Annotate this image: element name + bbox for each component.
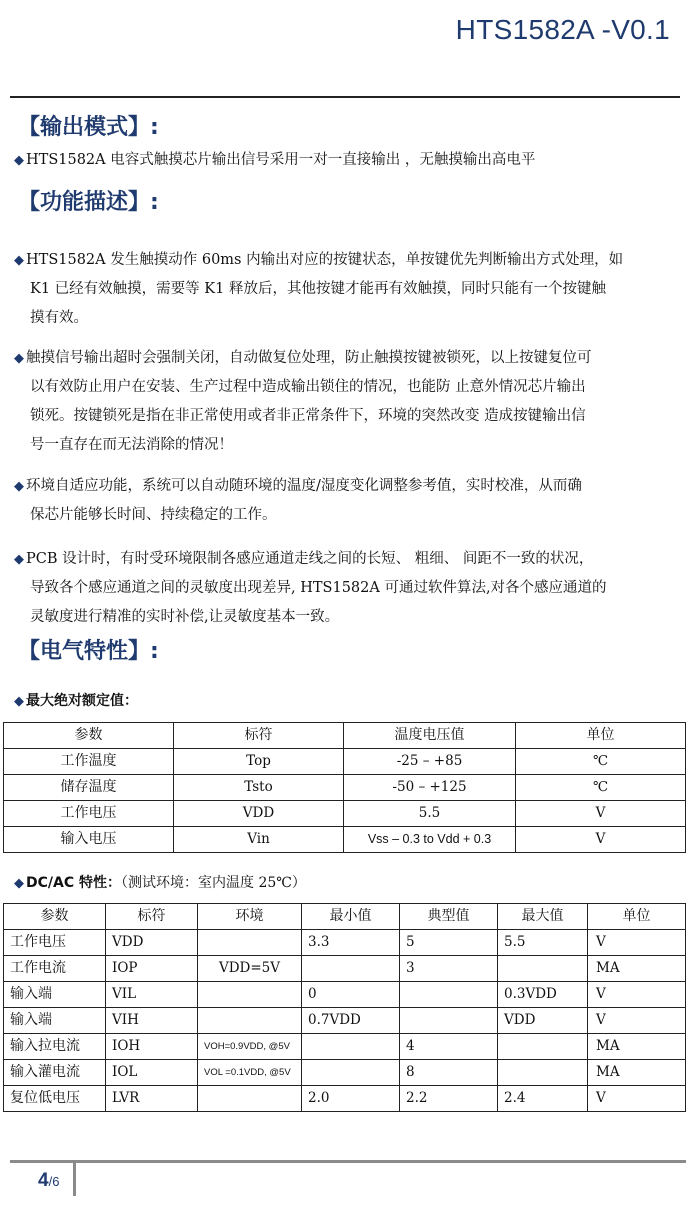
table-cell: LVR xyxy=(106,1086,198,1112)
column-header: 最大值 xyxy=(498,904,588,930)
table-cell: 输入电压 xyxy=(4,827,174,853)
table-cell: 2.2 xyxy=(400,1086,498,1112)
column-header: 参数 xyxy=(4,723,174,749)
table-cell: VIH xyxy=(106,1008,198,1034)
dcac-heading xyxy=(14,872,306,892)
dcac-table xyxy=(3,903,686,1112)
page-current: 4 xyxy=(38,1170,49,1191)
paragraph-line: PCB 设计时，有时受环境限制各感应通道走线之间的长短、 粗细、 间距不一致的状况， xyxy=(26,551,594,567)
header-divider xyxy=(10,96,680,98)
table-cell: -25 – +85 xyxy=(344,749,516,775)
table-cell: VDD=5V xyxy=(198,956,302,982)
output-mode-paragraph xyxy=(14,146,682,175)
table-cell: VDD xyxy=(106,930,198,956)
function-paragraph-2 xyxy=(14,344,682,460)
paragraph-line: HTS1582A 发生触摸动作 60ms 内输出对应的按键状态，单按键优先判断输出方式处理，如 xyxy=(26,252,624,268)
section-heading-function: 【功能描述】: xyxy=(18,190,159,215)
paragraph-line: 环境自适应功能，系统可以自动随环境的温度/湿度变化调整参考值，实时校准，从而确 xyxy=(26,478,582,494)
table-cell: V xyxy=(588,982,686,1008)
table-row xyxy=(4,956,686,982)
paragraph-line: 号一直存在而无法消除的情况！ xyxy=(30,437,233,453)
table-cell xyxy=(198,1086,302,1112)
table-cell: V xyxy=(516,801,686,827)
table-cell: V xyxy=(588,1008,686,1034)
table-cell: 工作电压 xyxy=(4,801,174,827)
table-row xyxy=(4,930,686,956)
abs-max-title: 最大绝对额定值： xyxy=(26,693,138,709)
table-cell xyxy=(198,1008,302,1034)
table-cell: VOL =0.1VDD, @5V xyxy=(198,1060,302,1086)
diamond-bullet-icon: ◆ xyxy=(14,351,24,366)
table-cell xyxy=(198,982,302,1008)
column-header: 环境 xyxy=(198,904,302,930)
column-header: 参数 xyxy=(4,904,106,930)
paragraph-line: 灵敏度进行精准的实时补偿,让灵敏度基本一致。 xyxy=(30,609,340,625)
diamond-bullet-icon: ◆ xyxy=(14,552,24,567)
dcac-title: DC/AC 特性： xyxy=(26,875,121,891)
table-header-row xyxy=(4,723,686,749)
paragraph-line: 触摸信号输出超时会强制关闭，自动做复位处理，防止触摸按键被锁死，以上按键复位可 xyxy=(26,350,592,366)
table-cell xyxy=(302,1060,400,1086)
table-row xyxy=(4,1008,686,1034)
footer-vertical-bar xyxy=(73,1162,76,1196)
function-paragraph-3 xyxy=(14,472,682,530)
table-cell: IOP xyxy=(106,956,198,982)
paragraph-line: 以有效防止用户在安装、生产过程中造成输出锁住的情况，也能防 止意外情况芯片输出 xyxy=(30,379,586,395)
page-number xyxy=(38,1170,59,1192)
function-paragraph-4 xyxy=(14,545,682,632)
table-row xyxy=(4,775,686,801)
column-header: 单位 xyxy=(516,723,686,749)
table-cell xyxy=(498,956,588,982)
diamond-bullet-icon: ◆ xyxy=(14,253,24,268)
table-cell: 0.7VDD xyxy=(302,1008,400,1034)
table-cell xyxy=(302,1034,400,1060)
paragraph-line: 保芯片能够长时间、持续稳定的工作。 xyxy=(30,507,277,523)
table-cell: 5.5 xyxy=(498,930,588,956)
table-cell: 复位低电压 xyxy=(4,1086,106,1112)
table-row xyxy=(4,749,686,775)
document-title: HTS1582A -V0.1 xyxy=(455,14,670,45)
dcac-subtitle: （测试环境：室内温度 25℃） xyxy=(121,875,306,891)
table-cell: V xyxy=(588,1086,686,1112)
table-row xyxy=(4,1086,686,1112)
table-cell: VDD xyxy=(498,1008,588,1034)
table-cell: VIL xyxy=(106,982,198,1008)
output-mode-text: HTS1582A 电容式触摸芯片输出信号采用一对一直接输出 ，无触摸输出高电平 xyxy=(26,152,536,168)
diamond-bullet-icon: ◆ xyxy=(14,694,24,709)
table-cell: 工作温度 xyxy=(4,749,174,775)
table-cell: 储存温度 xyxy=(4,775,174,801)
table-cell: 2.0 xyxy=(302,1086,400,1112)
table-cell: 输入端 xyxy=(4,982,106,1008)
table-cell: 4 xyxy=(400,1034,498,1060)
table-cell: MA xyxy=(588,1060,686,1086)
table-cell xyxy=(198,930,302,956)
table-cell xyxy=(498,1060,588,1086)
function-paragraph-1 xyxy=(14,246,682,333)
column-header: 标符 xyxy=(174,723,344,749)
table-cell: IOH xyxy=(106,1034,198,1060)
table-cell: Tsto xyxy=(174,775,344,801)
table-cell xyxy=(400,982,498,1008)
table-cell: 0 xyxy=(302,982,400,1008)
table-cell: V xyxy=(516,827,686,853)
table-row xyxy=(4,982,686,1008)
table-cell: 工作电压 xyxy=(4,930,106,956)
diamond-bullet-icon: ◆ xyxy=(14,479,24,494)
table-row xyxy=(4,1034,686,1060)
table-cell: 工作电流 xyxy=(4,956,106,982)
table-cell: VDD xyxy=(174,801,344,827)
table-cell: 输入灌电流 xyxy=(4,1060,106,1086)
diamond-bullet-icon: ◆ xyxy=(14,876,24,891)
table-cell: VOH=0.9VDD, @5V xyxy=(198,1034,302,1060)
table-cell: Top xyxy=(174,749,344,775)
table-cell: 输入端 xyxy=(4,1008,106,1034)
table-cell: V xyxy=(588,930,686,956)
table-header-row xyxy=(4,904,686,930)
table-cell: 2.4 xyxy=(498,1086,588,1112)
table-cell: 5.5 xyxy=(344,801,516,827)
table-cell: 5 xyxy=(400,930,498,956)
table-cell xyxy=(400,1008,498,1034)
table-row xyxy=(4,1060,686,1086)
table-cell: 3 xyxy=(400,956,498,982)
column-header: 典型值 xyxy=(400,904,498,930)
column-header: 单位 xyxy=(588,904,686,930)
table-cell xyxy=(302,956,400,982)
diamond-bullet-icon: ◆ xyxy=(14,153,24,168)
table-cell: -50 – +125 xyxy=(344,775,516,801)
table-cell xyxy=(498,1034,588,1060)
table-cell: ℃ xyxy=(516,775,686,801)
table-row xyxy=(4,801,686,827)
table-cell: 3.3 xyxy=(302,930,400,956)
table-cell: ℃ xyxy=(516,749,686,775)
table-cell: IOL xyxy=(106,1060,198,1086)
table-cell: 8 xyxy=(400,1060,498,1086)
abs-max-heading xyxy=(14,690,138,710)
table-cell: 0.3VDD xyxy=(498,982,588,1008)
paragraph-line: 导致各个感应通道之间的灵敏度出现差异, HTS1582A 可通过软件算法,对各个感应通道的 xyxy=(30,580,607,596)
section-heading-output-mode: 【输出模式】: xyxy=(18,115,159,140)
column-header: 温度电压值 xyxy=(344,723,516,749)
column-header: 最小值 xyxy=(302,904,400,930)
paragraph-line: K1 已经有效触摸，需要等 K1 释放后，其他按键才能再有效触摸，同时只能有一个按键触 xyxy=(30,281,606,297)
table-cell: Vss – 0.3 to Vdd + 0.3 xyxy=(344,827,516,853)
paragraph-line: 锁死。按键锁死是指在非正常使用或者非正常条件下，环境的突然改变 造成按键输出信 xyxy=(30,408,586,424)
table-row xyxy=(4,827,686,853)
table-cell: MA xyxy=(588,956,686,982)
table-cell: MA xyxy=(588,1034,686,1060)
section-heading-electrical: 【电气特性】: xyxy=(18,639,159,664)
paragraph-line: 摸有效。 xyxy=(30,310,88,326)
page-total: /6 xyxy=(48,1174,60,1189)
abs-max-table xyxy=(3,722,686,853)
table-cell: Vin xyxy=(174,827,344,853)
table-cell: 输入拉电流 xyxy=(4,1034,106,1060)
footer-divider xyxy=(10,1160,686,1163)
column-header: 标符 xyxy=(106,904,198,930)
